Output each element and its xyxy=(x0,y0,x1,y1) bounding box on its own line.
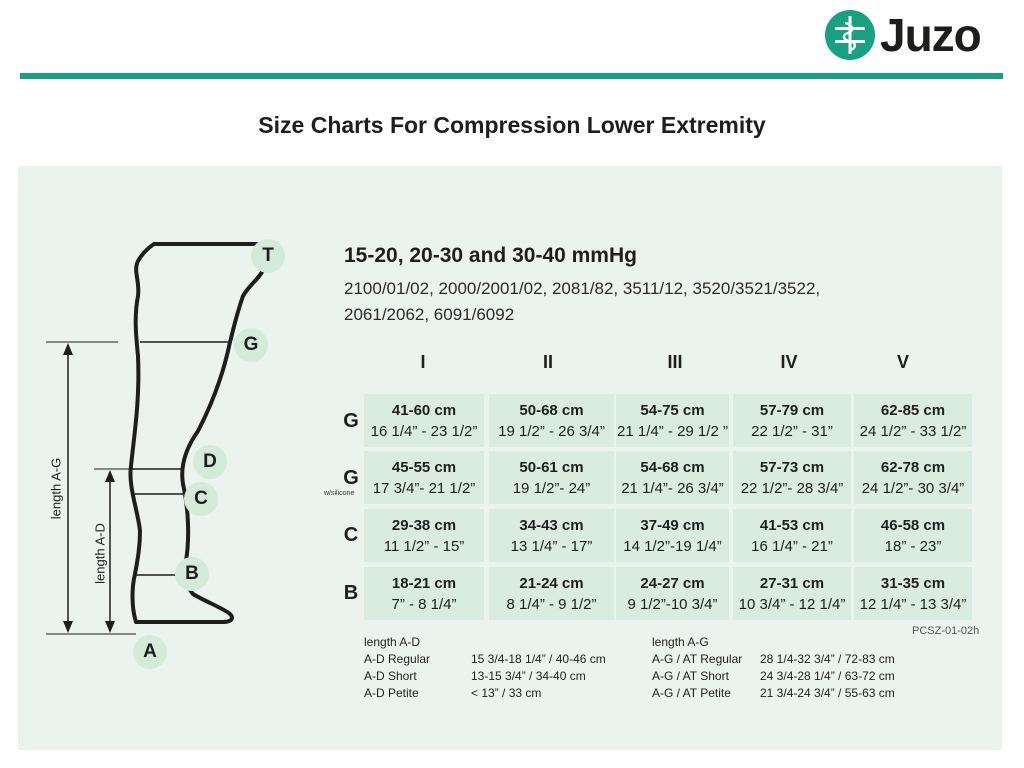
legend-label: A-G / AT Petite xyxy=(652,686,731,700)
size-cell-inch: 16 1/4” - 23 1/2” xyxy=(370,423,478,440)
style-numbers-line: 2100/01/02, 2000/2001/02, 2081/82, 3511/12, 3520/3521/3522, xyxy=(344,279,821,298)
size-cell-cm: 34-43 cm xyxy=(519,517,584,534)
size-cell-inch: 22 1/2”- 28 3/4” xyxy=(740,480,844,497)
size-cell xyxy=(854,509,972,562)
size-cell-inch: 13 1/4” - 17” xyxy=(510,538,593,555)
size-cell-cm: 54-68 cm xyxy=(640,459,705,476)
juzo-logo xyxy=(824,8,1006,62)
size-cell xyxy=(364,394,484,447)
size-cell-inch: 16 1/4” - 21” xyxy=(751,538,833,555)
point-a-badge: A xyxy=(133,635,167,669)
size-cell-inch: 9 1/2”-10 3/4” xyxy=(627,596,718,613)
size-cell-inch: 7” - 8 1/4” xyxy=(391,596,457,613)
size-column-header: III xyxy=(667,352,683,372)
size-cell xyxy=(616,451,729,504)
size-cell-cm: 29-38 cm xyxy=(391,517,457,534)
juzo-wordmark: Juzo xyxy=(880,9,981,61)
size-cell xyxy=(733,509,851,562)
size-cell-inch: 14 1/2”-19 1/4” xyxy=(623,538,722,555)
document-code: PCSZ-01-02h xyxy=(912,625,980,637)
size-cell xyxy=(364,451,484,504)
size-cell xyxy=(364,509,484,562)
legend-value: 28 1/4-32 3/4” / 72-83 cm xyxy=(760,652,895,666)
size-cell xyxy=(733,394,851,447)
size-cell xyxy=(733,451,851,504)
size-cell-cm: 57-79 cm xyxy=(759,402,825,419)
legend-value: 21 3/4-24 3/4” / 55-63 cm xyxy=(760,686,895,700)
page-title: Size Charts For Compression Lower Extremity xyxy=(258,112,766,138)
size-cell xyxy=(489,394,614,447)
point-g-badge: G xyxy=(234,328,268,362)
size-cell xyxy=(854,567,972,620)
size-cell-cm: 46-58 cm xyxy=(880,517,946,534)
point-b-badge: B xyxy=(175,557,209,591)
size-cell-cm: 31-35 cm xyxy=(880,575,946,592)
size-cell xyxy=(616,567,729,620)
size-cell-cm: 57-73 cm xyxy=(759,459,825,476)
size-cell xyxy=(854,394,972,447)
size-column-header: V xyxy=(896,352,909,372)
size-cell xyxy=(489,451,614,504)
size-chart-panel xyxy=(18,166,1002,750)
header-rule xyxy=(20,73,1003,79)
size-cell-cm: 50-61 cm xyxy=(519,459,584,476)
size-cell-inch: 22 1/2” - 31” xyxy=(751,423,833,440)
size-cell-inch: 21 1/4”- 26 3/4” xyxy=(621,480,724,497)
size-cell-cm: 50-68 cm xyxy=(519,402,584,419)
size-cell-inch: 18” - 23” xyxy=(884,538,942,555)
size-cell-cm: 41-53 cm xyxy=(759,517,825,534)
size-cell xyxy=(616,509,729,562)
size-cell-inch: 12 1/4” - 13 3/4” xyxy=(859,596,967,613)
legend-title: length A-D xyxy=(364,635,421,649)
row-header-c: C xyxy=(343,524,359,546)
legend-label: A-D Petite xyxy=(364,686,419,700)
size-cell-inch: 8 1/4” - 9 1/2” xyxy=(506,596,597,613)
size-cell-cm: 62-85 cm xyxy=(880,402,946,419)
leg-outline-icon xyxy=(18,166,358,750)
size-cell-cm: 54-75 cm xyxy=(640,402,705,419)
legend-length-ad xyxy=(364,634,644,704)
size-cell-inch: 19 1/2”- 24” xyxy=(512,480,591,497)
style-numbers-line: 2061/2062, 6091/6092 xyxy=(344,305,515,324)
size-cell-cm: 18-21 cm xyxy=(391,575,457,592)
row-header-g: G xyxy=(343,410,359,432)
leg-figure xyxy=(18,166,358,750)
size-cell-inch: 24 1/2”- 30 3/4” xyxy=(861,480,965,497)
size-cell xyxy=(364,567,484,620)
size-cell-cm: 37-49 cm xyxy=(640,517,705,534)
size-cell-inch: 19 1/2” - 26 3/4” xyxy=(498,423,605,440)
point-d-badge: D xyxy=(193,445,227,479)
size-cell-inch: 24 1/2” - 33 1/2” xyxy=(859,423,967,440)
size-cell-cm: 45-55 cm xyxy=(391,459,457,476)
juzo-logo-mark-icon xyxy=(824,9,876,61)
legend-length-ag xyxy=(652,634,952,704)
size-cell xyxy=(733,567,851,620)
style-numbers xyxy=(344,276,904,328)
row-header-b: B xyxy=(343,582,359,604)
row-header-g-silicone: G xyxy=(343,467,359,489)
legend-value: 15 3/4-18 1/4” / 40-46 cm xyxy=(471,652,606,666)
legend-value: 13-15 3/4” / 34-40 cm xyxy=(471,669,586,683)
size-cell-cm: 24-27 cm xyxy=(640,575,705,592)
size-column-header: I xyxy=(420,352,426,372)
legend-value: 24 3/4-28 1/4” / 63-72 cm xyxy=(760,669,895,683)
size-cell-inch: 10 3/4” - 12 1/4” xyxy=(738,596,846,613)
size-cell xyxy=(489,567,614,620)
legend-value: < 13” / 33 cm xyxy=(471,686,542,700)
size-cell-cm: 41-60 cm xyxy=(391,402,457,419)
size-cell xyxy=(489,509,614,562)
length-ag-label: length A-G xyxy=(48,457,64,520)
length-ad-label: length A-D xyxy=(92,523,108,584)
size-cell xyxy=(616,394,729,447)
size-cell-cm: 21-24 cm xyxy=(519,575,584,592)
point-t-badge: T xyxy=(251,239,285,273)
size-cell xyxy=(854,451,972,504)
legend-label: A-G / AT Short xyxy=(652,669,729,683)
legend-label: A-D Regular xyxy=(364,652,431,666)
size-cell-inch: 21 1/4” - 29 1/2 ” xyxy=(617,423,728,440)
size-column-header: IV xyxy=(780,352,798,372)
size-cell-cm: 62-78 cm xyxy=(880,459,946,476)
legend-label: A-D Short xyxy=(364,669,417,683)
row-note-silicone: w/silicone xyxy=(324,490,355,497)
point-c-badge: C xyxy=(184,482,218,516)
legend-label: A-G / AT Regular xyxy=(652,652,743,666)
size-column-header: II xyxy=(542,352,553,372)
size-cell-cm: 27-31 cm xyxy=(759,575,825,592)
size-cell-inch: 17 3/4”- 21 1/2” xyxy=(372,480,476,497)
size-cell-inch: 11 1/2” - 15” xyxy=(383,538,465,555)
legend-title: length A-G xyxy=(652,635,709,649)
compression-heading: 15-20, 20-30 and 30-40 mmHg xyxy=(344,244,637,267)
